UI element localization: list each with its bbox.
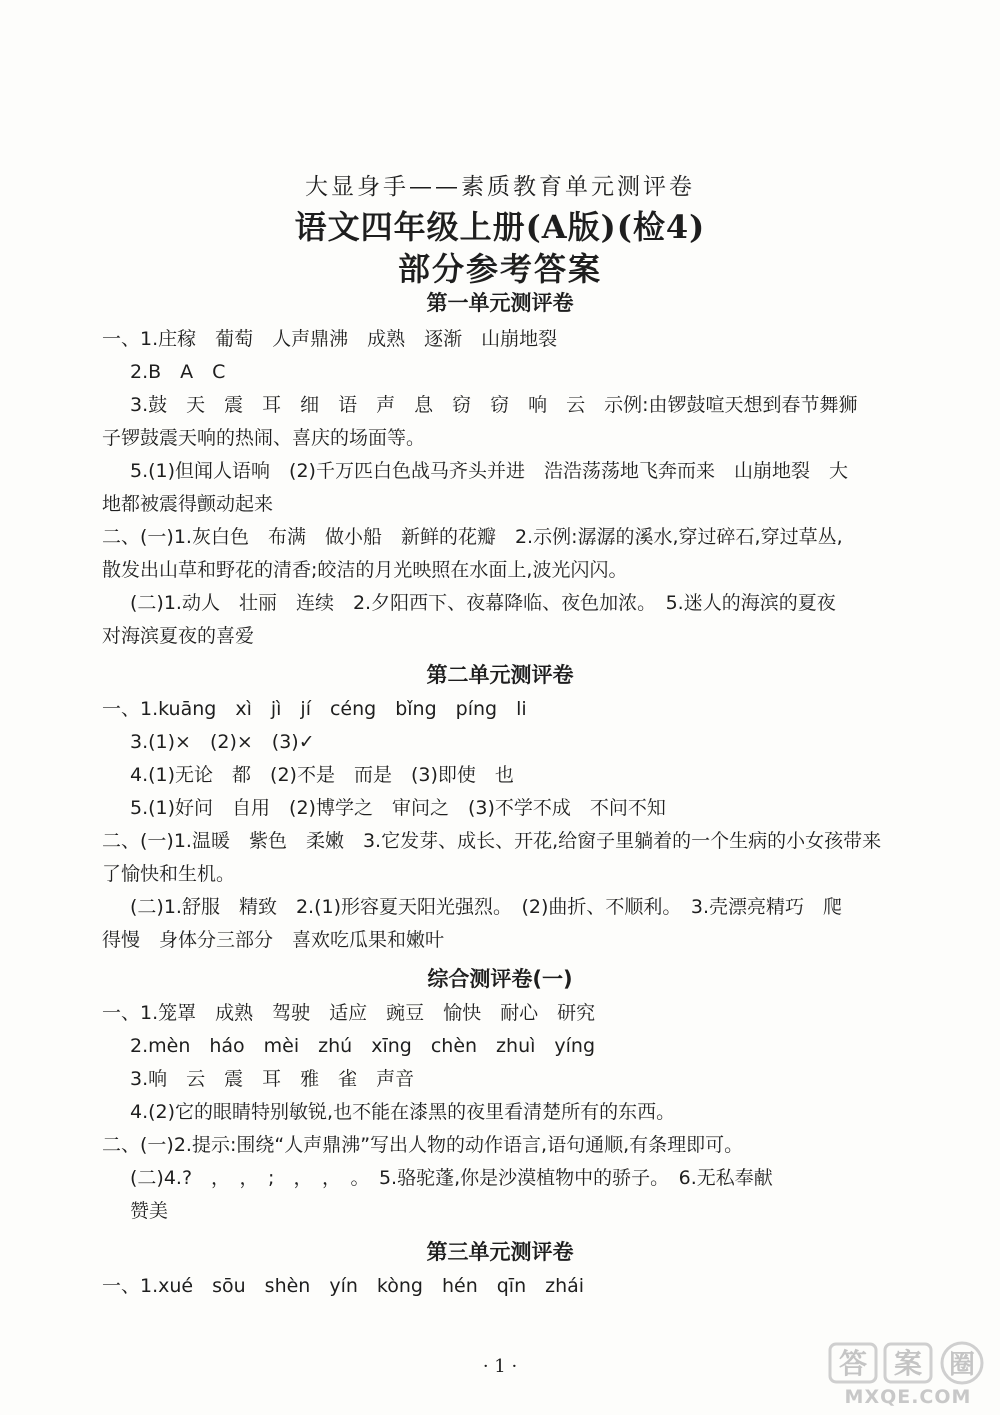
watermark-char-3: 圈 (948, 1350, 976, 1380)
answer-line: 散发出山草和野花的清香;皎洁的月光映照在水面上,波光闪闪。 (102, 559, 628, 581)
series-title: 大显身手——素质教育单元测评卷 (305, 174, 695, 200)
answer-line: 二、(一)1.灰白色 布满 做小船 新鲜的花瓣 2.示例:潺潺的溪水,穿过碎石,穿过草丛, (102, 526, 843, 548)
answer-line: 一、1.xué sōu shèn yín kòng hén qīn zhái (102, 1275, 585, 1297)
watermark-url: MXQE.COM (844, 1386, 972, 1408)
answer-line: 4.(1)无论 都 (2)不是 而是 (3)即使 也 (130, 764, 514, 786)
answer-line: 4.(2)它的眼睛特别敏锐,也不能在漆黑的夜里看清楚所有的东西。 (130, 1101, 676, 1123)
answer-line: 2.B A C (130, 361, 226, 383)
answer-line: 了愉快和生机。 (102, 863, 236, 885)
answer-line: 得慢 身体分三部分 喜欢吃瓜果和嫩叶 (102, 929, 445, 951)
watermark-char-1: 答 (838, 1347, 868, 1380)
answer-line: 赞美 (130, 1200, 169, 1222)
answer-line: 二、(一)1.温暖 紫色 柔嫩 3.它发芽、成长、开花,给窗子里躺着的一个生病的小女孩带来 (102, 830, 882, 852)
page-subtitle: 部分参考答案 (397, 250, 602, 288)
page-title: 语文四年级上册(A版)(检4) (294, 208, 706, 246)
answer-line: (二)1.动人 壮丽 连续 2.夕阳西下、夜幕降临、夜色加浓。 5.迷人的海滨的夏夜 (130, 592, 836, 614)
answer-line: 5.(1)好问 自用 (2)博学之 审问之 (3)不学不成 不问不知 (130, 797, 666, 819)
answer-line: 对海滨夏夜的喜爱 (102, 625, 255, 647)
section-title-unit-1: 第一单元测评卷 (426, 291, 574, 315)
answer-line: 一、1.庄稼 葡萄 人声鼎沸 成熟 逐渐 山崩地裂 (102, 328, 558, 350)
answer-line: 3.响 云 震 耳 雅 雀 声音 (130, 1068, 415, 1090)
answer-line: 5.(1)但闻人语响 (2)千万匹白色战马齐头并进 浩浩荡荡地飞奔而来 山崩地裂 大 (130, 460, 848, 482)
section-title-unit-2: 第二单元测评卷 (426, 663, 574, 687)
answer-line: 3.(1)× (2)× (3)✓ (130, 731, 315, 753)
watermark-char-2: 案 (893, 1347, 923, 1380)
answer-line: 一、1.kuāng xì jì jí céng bǐng píng li (102, 698, 527, 720)
answer-line: 地都被震得颤动起来 (102, 493, 274, 515)
watermark (828, 1340, 988, 1410)
answer-line: (二)4.? ， ， ; ， ， 。 5.骆驼蓬,你是沙漠植物中的骄子。 6.无私奉献 (130, 1167, 773, 1189)
section-title-comprehensive-1: 综合测评卷(一) (427, 967, 573, 991)
answer-line: 子锣鼓震天响的热闹、喜庆的场面等。 (102, 427, 426, 449)
answer-line: 一、1.笼罩 成熟 驾驶 适应 豌豆 愉快 耐心 研究 (102, 1002, 596, 1024)
section-title-unit-3: 第三单元测评卷 (426, 1240, 574, 1264)
watermark-logo (828, 1340, 988, 1386)
answer-line: 二、(一)2.提示:围绕“人声鼎沸”写出人物的动作语言,语句通顺,有条理即可。 (102, 1134, 744, 1156)
answer-line: 2.mèn háo mèi zhú xīng chèn zhuì yíng (130, 1035, 596, 1057)
answer-line: 3.鼓 天 震 耳 细 语 声 息 窃 窃 响 云 示例:由锣鼓喧天想到春节舞狮 (130, 394, 858, 416)
page-number: · 1 · (482, 1356, 518, 1377)
answer-line: (二)1.舒服 精致 2.(1)形容夏天阳光强烈。 (2)曲折、不顺利。 3.壳漂亮精巧 爬 (130, 896, 843, 918)
